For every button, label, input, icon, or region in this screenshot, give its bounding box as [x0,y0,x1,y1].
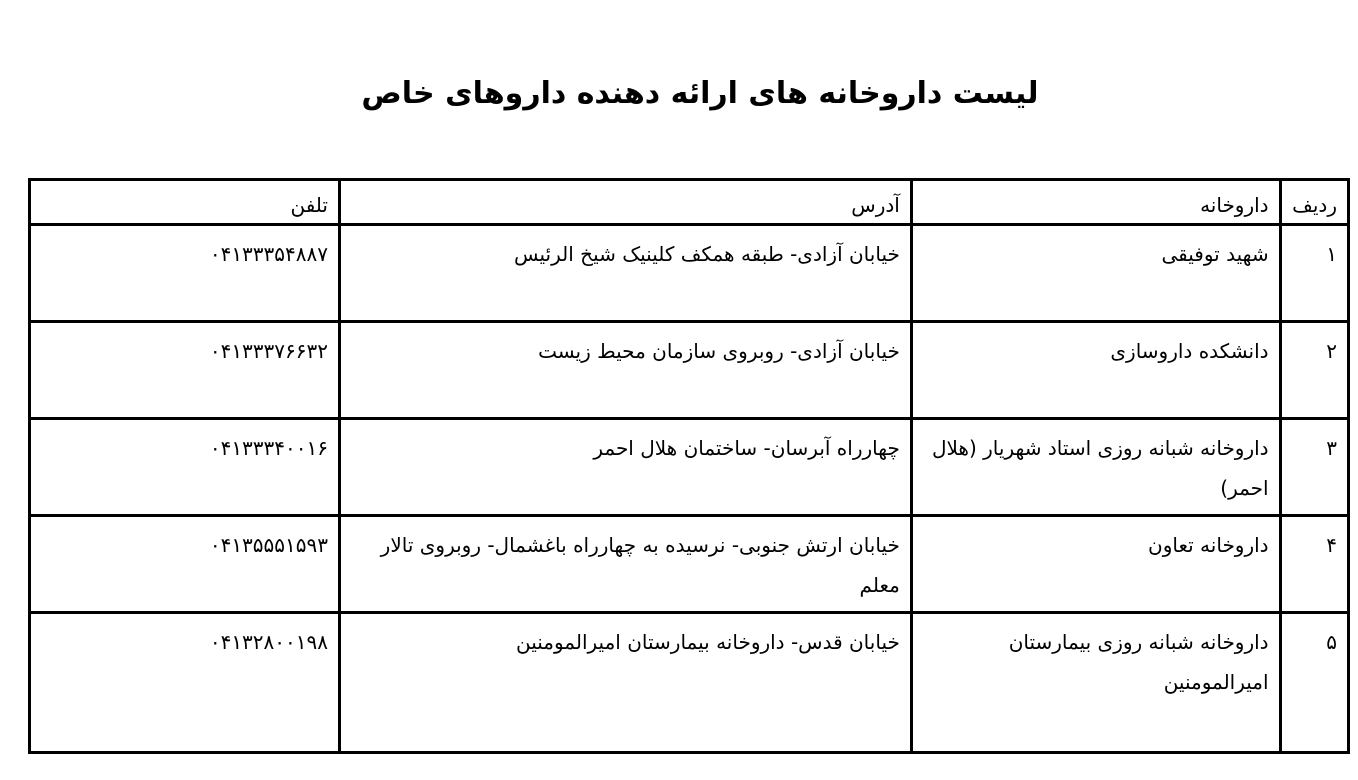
row-address: خیابان آزادی- روبروی سازمان محیط زیست [340,322,912,419]
row-index: ۴ [1280,516,1348,613]
row-pharmacy: شهید توفیقی [911,225,1280,322]
document-title: لیست داروخانه های ارائه دهنده داروهای خاص [361,76,1039,111]
pharmacy-table [28,178,1350,754]
table-row [30,516,1349,613]
table-row [30,322,1349,419]
table-row [30,225,1349,322]
row-index: ۵ [1280,613,1348,753]
row-pharmacy: داروخانه شبانه روزی بیمارستان امیرالمومنین [911,613,1280,753]
row-phone: ۰۴۱۳۳۳۴۰۰۱۶ [30,419,340,516]
row-phone: ۰۴۱۳۵۵۵۱۵۹۳ [30,516,340,613]
row-pharmacy: دانشکده داروسازی [911,322,1280,419]
row-pharmacy: داروخانه تعاون [911,516,1280,613]
header-index: ردیف [1280,180,1348,225]
row-phone: ۰۴۱۳۳۳۵۴۸۸۷ [30,225,340,322]
row-phone: ۰۴۱۳۳۳۷۶۶۳۲ [30,322,340,419]
row-index: ۲ [1280,322,1348,419]
table-row [30,613,1349,753]
row-index: ۳ [1280,419,1348,516]
header-pharmacy: داروخانه [911,180,1280,225]
header-phone: تلفن [30,180,340,225]
table-row [30,419,1349,516]
row-index: ۱ [1280,225,1348,322]
row-address: خیابان آزادی- طبقه همکف کلینیک شیخ الرئیس [340,225,912,322]
row-address: خیابان ارتش جنوبی- نرسیده به چهارراه باغشمال- روبروی تالار معلم [340,516,912,613]
header-address: آدرس [340,180,912,225]
row-phone: ۰۴۱۳۲۸۰۰۱۹۸ [30,613,340,753]
row-address: خیابان قدس- داروخانه بیمارستان امیرالمومنین [340,613,912,753]
table-header-row [30,180,1349,225]
row-pharmacy: داروخانه شبانه روزی استاد شهریار (هلال احمر) [911,419,1280,516]
row-address: چهارراه آبرسان- ساختمان هلال احمر [340,419,912,516]
